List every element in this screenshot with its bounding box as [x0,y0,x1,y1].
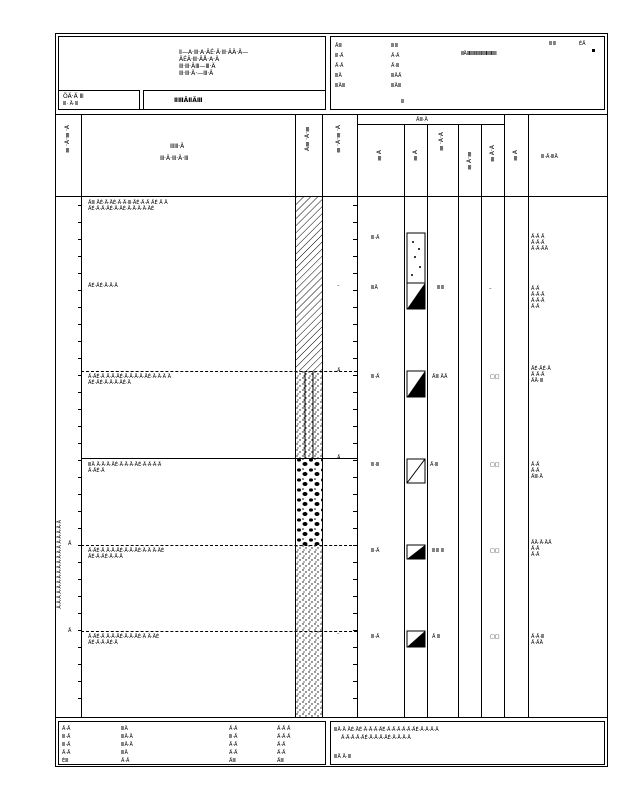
depth-tick [353,698,357,699]
depth-tick [78,239,82,240]
col-tests-group: ÄⅢ·Ä [416,117,428,123]
layer-line: Ä·ÄÉ·Ä [88,468,105,474]
test-value: Ⅲ·Ä [371,235,380,241]
depth-mark: Ä [68,541,72,547]
code-block [58,90,140,110]
title-line: Ⅱ—A·Ⅲ·А·ÄÉ·Ä·Ⅲ·ÂÄ·Ä— [179,49,249,56]
divider [458,124,459,717]
info-value: ⅢⅢ [391,43,398,49]
remark-line: ÄÄ·Ⅲ [531,378,544,384]
remark-line: Ä·Ä·Ⅲ [531,634,545,640]
title-line: Ⅲ·Ⅲ·Ä·—Ⅲ·Ä [179,70,214,77]
depth-tick [78,477,82,478]
legend-item: Ⅲ·Ä [62,742,71,748]
notes-line: ⅢÄ Ä·Ⅲ [334,754,351,760]
layer-text [88,548,164,560]
remark-block [531,234,548,252]
col-description-title: ⅢⅢ·Ä [170,143,185,150]
code-label: ÖÄ·Ä Ⅲ [63,93,84,100]
page-frame [55,33,608,767]
test-value: Ⅲ·Ä [371,374,380,380]
remark-block [531,286,544,310]
code-sub: Ⅲ· Ä·Ⅲ [63,101,79,107]
depth-tick [78,205,82,206]
test-result: ÄⅢ ÄÄ [432,374,448,380]
legend-item: ÉⅢ [62,758,69,764]
layer-text: ÄÉ·ÄÉ·Ä·Ä·Ä [88,283,118,289]
info-right-b: ÉÄ [579,41,586,47]
col-lithology: ÄⅢ·Ä·Ⅲ [304,125,311,152]
depth-tick [353,426,357,427]
remark-line: Ä Ä·Ä [531,372,545,378]
depth-tick [78,443,82,444]
remark-line: Ä·Ä [531,304,540,310]
remark-line: Ä·Ä Ä [531,234,545,240]
depth-tick [78,324,82,325]
side-note: Ä·Ä·Ä Ä·Ä·Ä·Ä·Ä·Ä·Ä·Ä·Ä·Ä Ä·Ä·Ä·Ä·Ä [57,520,63,609]
layer-text [88,374,171,386]
depth-tick [78,460,82,461]
info-label: Ⅲ·Ä [335,53,344,59]
depth-tick [353,562,357,563]
sample-mark: Ä [337,455,341,461]
test-value: Ⅲ·Ä [371,548,380,554]
test-result: ⅢⅢ [437,285,444,291]
legend-item: Ⅲ·Ä [62,734,71,740]
sample-mark: – [337,631,340,637]
legend-block [58,721,326,765]
depth-tick [353,409,357,410]
test-mark: □□ [490,374,500,380]
depth-tick [78,307,82,308]
info-value: Ä·Ⅲ [391,63,400,69]
legend-item: ÄⅢ [229,758,236,764]
depth-tick [353,205,357,206]
layer-line: ÄÉ·Ä·Ä·ÄÉ·Ä [88,640,118,646]
depth-mark: Ä [68,628,72,634]
legend-item: Ä·Ä [62,726,71,732]
depth-tick [353,256,357,257]
depth-tick [353,358,357,359]
remark-line: Ä·Ä [531,462,540,468]
info-value: Ä·Ä [391,53,400,59]
legend-item: Ä·Ä [229,742,238,748]
remark-line: Ä·Ä [531,546,540,552]
layer-text [88,634,159,646]
remark-block [531,540,552,558]
depth-tick [353,511,357,512]
test-result: Ä·Ⅲ [430,462,439,468]
depth-tick [353,596,357,597]
remark-block [531,634,544,646]
doc-number-block [143,90,326,110]
col-remarks: Ⅲ·Ä·ⅢÄ [541,154,558,160]
depth-tick [353,664,357,665]
depth-tick [78,426,82,427]
info-label: ⅢÄ [335,73,342,79]
legend-item: Ⅲ·Ä [229,734,238,740]
depth-tick [78,511,82,512]
legend-item: Ä·Ä [229,750,238,756]
remark-line: ÄⅢ·Ä [531,474,543,480]
col-test: Ⅲ·Ä·Ä [438,132,445,152]
depth-tick [78,222,82,223]
layer-line: ÄÉ·Ä·ÄÉ·Ä·Ä·Ä [88,554,123,560]
divider [55,114,608,115]
depth-tick [78,494,82,495]
depth-tick [353,477,357,478]
doc-number: ⅡⅢÄⅡÄⅢ [174,97,203,104]
depth-tick [78,341,82,342]
depth-tick [78,698,82,699]
layer-text [88,200,168,212]
remark-line: Ä·Ä·Ä [531,292,545,298]
depth-tick [353,647,357,648]
legend-item: ⅢÄ [121,750,128,756]
depth-tick [353,239,357,240]
legend-item: Ä·Ä [229,726,238,732]
depth-tick [78,613,82,614]
depth-tick [353,341,357,342]
test-mark: – [489,286,492,292]
test-value: ⅢÄ [371,285,378,291]
legend-item: Ä·Ä [277,750,286,756]
depth-tick [353,324,357,325]
col-test: ⅢÄ [412,150,419,162]
remark-line: Ä·Ä [531,552,540,558]
test-result: ⅢⅢ Ⅲ [432,548,444,554]
remark-line: Ä·Ä·Ä [531,240,545,246]
depth-tick [353,307,357,308]
depth-tick [78,273,82,274]
col-test: ⅢÄ [376,150,383,162]
divider [481,124,482,717]
layer-line: Ä·ÄÉ·Ä Ä·Ä·ÄÉ·Ä·Ä·Ä·Ä·ÄÉ·Ä·Ä·Ä Ä [88,374,172,380]
title-text [179,49,248,77]
divider [55,717,608,718]
depth-tick [353,681,357,682]
remark-line: Ä·Ä [531,286,540,292]
test-result: Ä Ⅲ [432,634,441,640]
depth-tick [353,222,357,223]
depth-tick [78,647,82,648]
remark-line: ÄÄ·Ä·ÄÄ [531,540,552,546]
depth-tick [353,290,357,291]
depth-tick [353,494,357,495]
title-line: ÄÉÂ·Ⅲ·ÄÅ·A·Ä [179,56,220,63]
divider [504,114,505,717]
depth-tick [353,392,357,393]
legend-item: ÄⅢ [277,758,284,764]
depth-tick [78,681,82,682]
legend-item: Ä·Ä [121,758,130,764]
title-line: Ⅲ·Ⅲ·ÄⅢ—Ⅲ·Ä [179,63,216,70]
legend-item: ⅢÄ·Ä [121,734,133,740]
depth-tick [353,613,357,614]
depth-tick [78,562,82,563]
depth-tick [78,256,82,257]
info-right-a: ⅢⅢ [549,41,556,47]
info-label: Ä·Ä [335,63,344,69]
remark-line: ÄÉ·ÄÉ·Ä [531,366,551,372]
info-label: ⅢÄⅢ [335,83,346,89]
depth-tick [78,596,82,597]
layer-text [88,462,161,474]
depth-tick [353,528,357,529]
depth-tick [78,375,82,376]
test-mark: □□ [490,462,500,468]
test-mark: □□ [490,634,500,640]
depth-tick [78,290,82,291]
divider [357,114,358,717]
test-value: Ⅲ·Ä [371,634,380,640]
sample-graphic-column [405,197,427,717]
depth-tick [353,375,357,376]
divider [322,114,323,717]
info-bottom: Ⅲ [401,99,405,105]
info-block [330,36,605,110]
layer-line: Ä·ÄÉ·Ä Ä·Ä·ÄÉ·Ä·Ä·ÄÉ·Ä·Ä Ä·ÄÉ [88,548,165,554]
remark-line: Ä·Ä·Ä [531,298,545,304]
layer-line: ÄÉ·ÄÉ·Ä·Ä·Ä·ÄÉ·Ä [88,380,131,386]
info-long-value: ⅢÄ ⅢⅢⅢⅢⅢⅢⅢⅢⅢⅢⅢⅢ [461,51,496,57]
depth-tick [78,664,82,665]
test-value: Ⅲ·Ⅲ [371,462,380,468]
sample-mark: – [337,283,340,289]
legend-item: Ä·Ä [277,742,286,748]
layer-line: Ä·ÄÉ·Ä Ä·Ä·ÄÉ·Ä·Ä·ÄÉ·Ä Ä·ÄÉ [88,634,160,640]
depth-tick [78,358,82,359]
col-sample-no: Ⅲ·Ä·Ⅲ·Ä [335,125,342,153]
info-value: ⅢÄⅢ [391,83,402,89]
layer-line: ÄⅢ ÄÉ·Ä·ÄÉ·Ä·Ä·Ⅲ·ÄÉ·Ä·Ä ÄÉ Ä Ä [88,200,168,206]
info-value: ⅢÄÄ [391,73,402,79]
divider [427,124,428,717]
col-test: ⅢÄ [512,150,519,162]
depth-tick [78,392,82,393]
depth-tick [78,579,82,580]
depth-tick [353,460,357,461]
depth-tick [78,409,82,410]
remark-line: Ä·Ä [531,468,540,474]
legend-item: Ä·Ä [62,750,71,756]
marker-dot [592,49,595,52]
remark-block [531,462,543,480]
legend-item: Ä·Ä·Ä [277,734,291,740]
info-label: ÄⅢ [335,43,342,49]
col-description-sub: Ⅲ·Ä·Ⅲ·Ä·Ⅲ [160,155,189,162]
test-mark: □□ [490,548,500,554]
notes-line: Ä·Ä·Ä·Ä·ÄÉ·Ä·Ä·Ä·ÄÉ·Ä·Ä·Ä·Ä [341,735,411,741]
depth-tick [78,528,82,529]
legend-item: ⅢÄ [121,726,128,732]
remark-line: Ä·Ä·ÄÄ [531,246,548,252]
sample-mark: Ä [337,368,341,374]
remark-block [531,366,551,384]
layer-line: ÄÉ·Ä·Ä·ÄÉ·Ä·ÄÉ·Ä·Ä·Ä·Ä·ÄÉ [88,206,155,212]
col-depth: Ⅲ·Ä·Ⅲ·Ä [64,125,71,153]
legend-item: Ä·Ä Ä [277,726,291,732]
remark-line: Ä·ÄÄ [531,640,543,646]
layer-line: ⅢÄ Ä·Ä·Ä·ÄÉ·Ä·Ä·Ä·ÄÉ·Ä·Ä·Ä·Ä [88,462,162,468]
divider [55,196,608,197]
lithology-column [296,197,322,717]
depth-tick [353,273,357,274]
legend-item: ⅢÄ·Ä [121,742,133,748]
col-test: ⅢÄ·Ⅲ [466,150,473,171]
notes-line: ⅢÄ·Ä ÄÉ·ÄÉ·Ä·Ä·Ä·ÄÉ·Ä·Ä·Ä·Ä·Ä·ÄÉ·Ä·Ä·Ä·Ä [334,727,439,733]
notes-block [330,721,605,765]
col-test: ⅢÄ·Ä [489,145,496,163]
depth-tick [353,579,357,580]
divider [528,114,529,717]
depth-tick [353,443,357,444]
